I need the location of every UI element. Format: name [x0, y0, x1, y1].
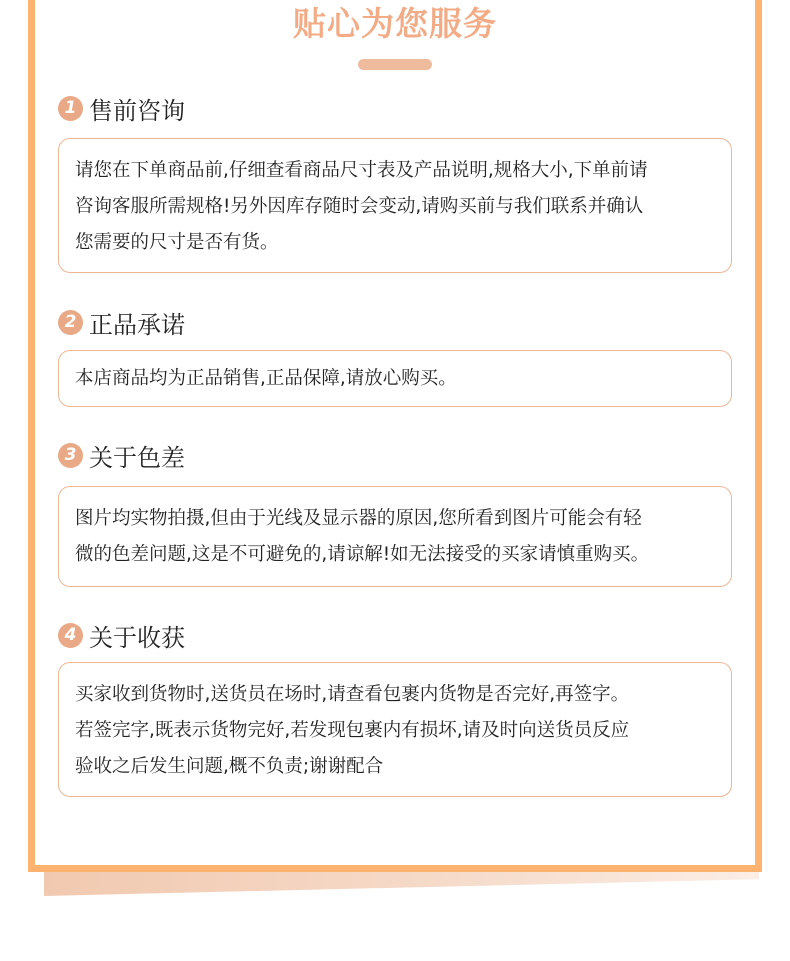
number-badge-icon: 3 [58, 443, 83, 468]
section-heading-receipt [58, 620, 185, 650]
section-box-presale [58, 138, 732, 273]
number-badge-icon: 2 [58, 310, 83, 335]
text-line: 买家收到货物时,送货员在场时,请查看包裹内货物是否完好,再签字。 [75, 684, 630, 705]
section-title: 关于色差 [89, 443, 185, 472]
section-heading-genuine [58, 307, 185, 337]
text-line: 您需要的尺寸是否有货。 [75, 232, 279, 253]
section-box-color [58, 486, 732, 587]
section-title: 正品承诺 [89, 310, 185, 339]
text-line: 请您在下单商品前,仔细查看商品尺寸表及产品说明,规格大小,下单前请 [75, 160, 648, 181]
text-line: 咨询客服所需规格!另外因库存随时会变动,请购买前与我们联系并确认 [75, 196, 644, 217]
frame-shadow [44, 868, 759, 896]
page-title: 贴心为您服务 [293, 4, 497, 43]
section-heading-color [58, 440, 185, 470]
text-line: 若签完字,既表示货物完好,若发现包裹内有损坏,请及时向送货员反应 [75, 720, 630, 741]
section-title: 关于收获 [89, 623, 185, 652]
section-box-receipt [58, 662, 732, 797]
number-badge-icon: 4 [58, 623, 83, 648]
section-heading-presale [58, 93, 185, 123]
section-title: 售前咨询 [89, 96, 185, 125]
title-underline [358, 59, 432, 70]
text-line: 微的色差问题,这是不可避免的,请谅解!如无法接受的买家请慎重购买。 [75, 544, 650, 565]
text-line: 本店商品均为正品销售,正品保障,请放心购买。 [75, 368, 457, 389]
text-line: 验收之后发生问题,概不负责;谢谢配合 [75, 756, 384, 777]
number-badge-icon: 1 [58, 96, 83, 121]
section-box-genuine [58, 350, 732, 407]
text-line: 图片均实物拍摄,但由于光线及显示器的原因,您所看到图片可能会有轻 [75, 508, 642, 529]
